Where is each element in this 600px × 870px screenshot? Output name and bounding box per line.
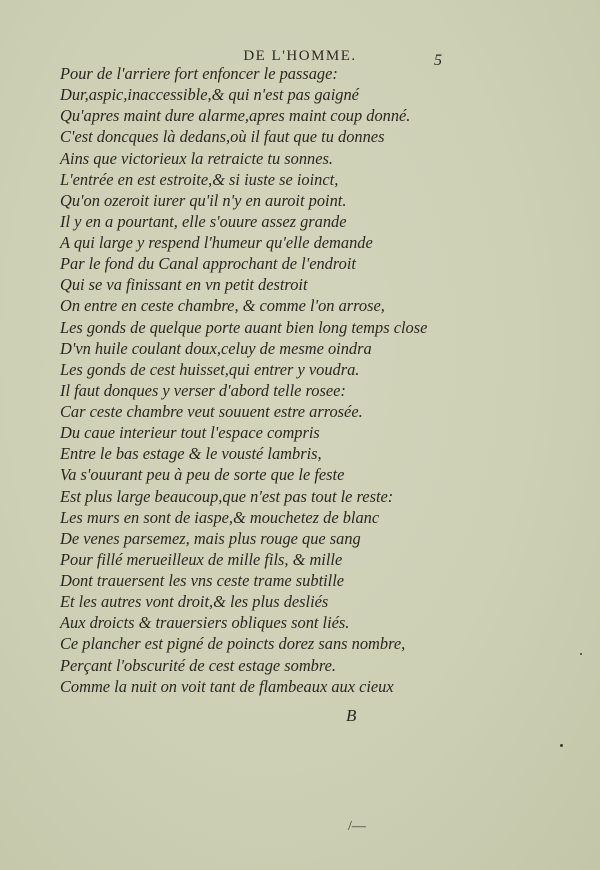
verse-line: Qui se va finissant en vn petit destroit	[60, 275, 308, 295]
verse-line: Pour de l'arriere fort enfoncer le passage:	[60, 64, 338, 83]
verse-line: Entre le bas estage & le vousté lambris,	[60, 444, 322, 464]
verse-line: Comme la nuit on voit tant de flambeaux aux cieux	[60, 676, 394, 696]
verse-line: Par le fond du Canal approchant de l'endroit	[60, 254, 356, 274]
verse-line: Pour fillé merueilleux de mille fils, & mille	[60, 549, 343, 569]
verse-line: Qu'apres maint dure alarme,apres maint coup donné.	[60, 106, 411, 126]
ink-speck	[560, 744, 563, 747]
running-head: DE L'HOMME.	[243, 48, 357, 64]
verse-line: Les murs en sont de iaspe,& mouchetez de blanc	[60, 507, 380, 527]
verse-line: Qu'on ozeroit iurer qu'il n'y en auroit point.	[60, 190, 347, 210]
verse-line: A qui large y respend l'humeur qu'elle demande	[60, 233, 373, 252]
verse-line: Est plus large beaucoup,que n'est pas tout le reste:	[60, 486, 394, 506]
ink-stroke-mark: /—	[348, 819, 366, 834]
verse-line: Les gonds de quelque porte auant bien long temps close	[60, 317, 428, 337]
folio-number: 5	[434, 52, 442, 69]
verse-line: L'entrée en est estroite,& si iuste se ioinct,	[60, 169, 339, 189]
verse-line: Aux droicts & trauersiers obliques sont liés.	[60, 613, 350, 633]
verse-line: Et les autres vont droit,& les plus desliés	[60, 592, 329, 612]
verse-line: C'est doncques là dedans,où il faut que tu donnes	[60, 127, 385, 147]
verse-line: Ains que victorieux la retraicte tu sonnes.	[60, 148, 333, 168]
verse-line: De venes parsemez, mais plus rouge que sang	[60, 528, 361, 548]
signature-mark: B	[346, 706, 357, 725]
verse-line: Dont trauersent les vns ceste trame subtille	[60, 571, 345, 590]
verse-line: Va s'ouurant peu à peu de sorte que le feste	[60, 465, 345, 485]
verse-line: Ce plancher est pigné de poincts dorez sans nombre,	[60, 634, 406, 654]
verse-line: Il y en a pourtant, elle s'ouure assez grande	[60, 211, 347, 231]
verse-line: Les gonds de cest huisset,qui entrer y voudra.	[60, 359, 360, 379]
verse-line: Dur,aspic,inaccessible,& qui n'est pas gaigné	[60, 85, 359, 105]
verse-line: Car ceste chambre veut souuent estre arrosée.	[60, 402, 363, 421]
verse-line: On entre en ceste chambre, & comme l'on arrose,	[60, 296, 385, 316]
verse-line: Du caue interieur tout l'espace compris	[60, 423, 320, 443]
ink-speck	[580, 653, 582, 655]
verse-line: D'vn huile coulant doux,celuy de mesme oindra	[60, 338, 372, 358]
verse-text	[60, 63, 440, 697]
verse-line: Il faut donques y verser d'abord telle rosee:	[60, 380, 346, 400]
verse-line: Perçant l'obscurité de cest estage sombre.	[60, 655, 337, 675]
